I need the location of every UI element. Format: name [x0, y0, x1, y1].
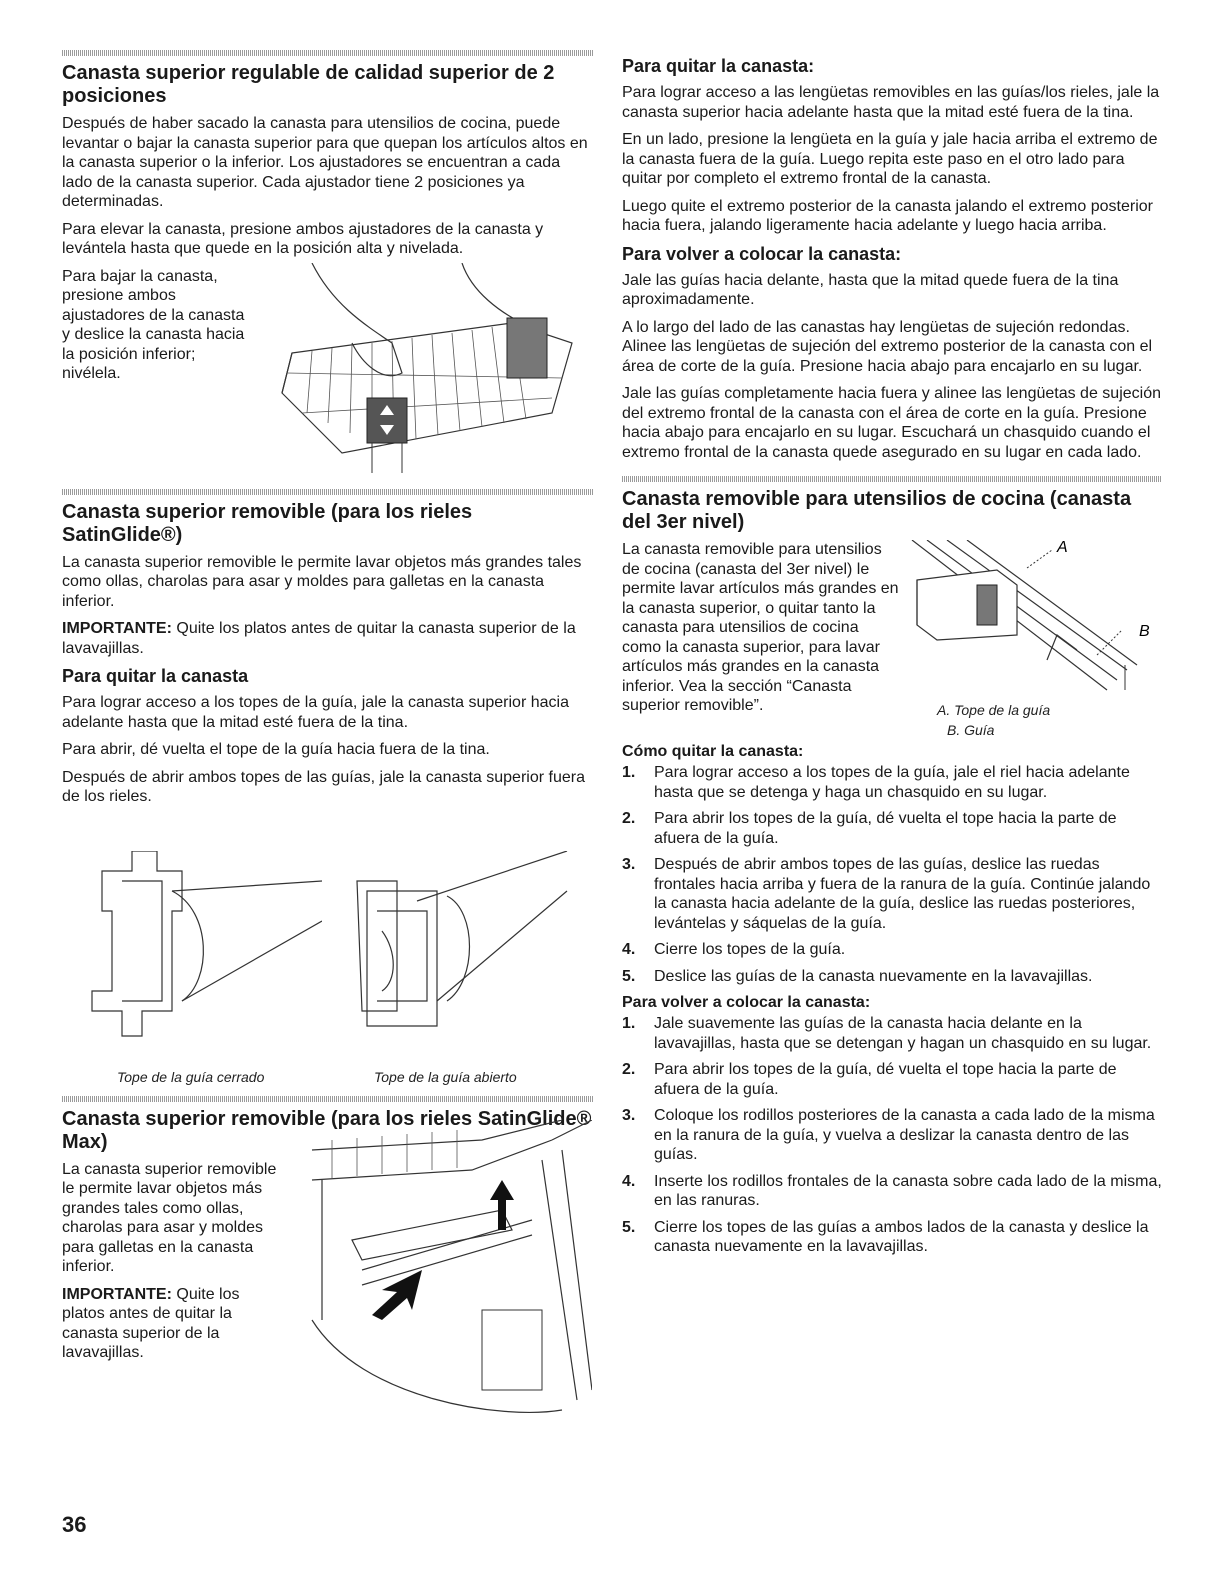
rail-stop-open-illustration	[337, 851, 577, 1051]
figure-caption: B. Guía	[947, 722, 995, 738]
third-rack-block	[622, 540, 1162, 742]
figure-caption: Tope de la guía abierto	[374, 1068, 517, 1085]
list-item: 3. Después de abrir ambos topes de las guías, deslice las ruedas frontales hacia arriba y fuera de la ranura de la guía. Continúe jalando la canasta hacia adelante de la guía, deslice las ruedas posteriores, levántelas y sáquelas de la guía.	[622, 856, 1151, 932]
subsection-title-how-to-remove: Cómo quitar la canasta:	[622, 743, 804, 760]
paragraph: Para elevar la canasta, presione ambos ajustadores de la canasta y levántela hasta que quede en la posición alta y nivelada.	[62, 220, 544, 257]
callout-label-b: B	[1139, 623, 1150, 640]
replace-steps-list	[622, 1014, 1162, 1257]
section-title-adjustable-rack: Canasta superior regulable de calidad superior de 2 posiciones	[62, 62, 555, 107]
paragraph: A lo largo del lado de las canastas hay lengüetas de sujeción redondas. Alinee las lengüetas de sujeción del extremo posterior de la canasta con el área de corte de la guía. Presione hacia abajo para encajarlo en su lugar.	[622, 318, 1153, 375]
list-item: 4. Inserte los rodillos frontales de la canasta sobre cada lado de la misma, en las ranuras.	[622, 1172, 1162, 1209]
lower-rack-block	[62, 267, 593, 479]
important-note	[62, 619, 593, 658]
paragraph: Después de haber sacado la canasta para utensilios de cocina, puede levantar o bajar la canasta superior para que quepan los artículos altos en la canasta superior o la inferior. Los ajustadores se encuentran a cada lado de la canasta superior. Cada ajustador tiene 2 posiciones ya determinadas.	[62, 115, 588, 210]
list-item: 3. Coloque los rodillos posteriores de la canasta a cada lado de la misma en la ranura de la guía, y vuelva a deslizar la canasta dentro de las guías.	[622, 1107, 1155, 1163]
paragraph: Para bajar la canasta, presione ambos ajustadores de la canasta y deslice la canasta hacia la posición inferior; nivélela.	[62, 267, 245, 382]
paragraph: Para lograr acceso a las lengüetas removibles en las guías/los rieles, jale la canasta superior hacia adelante hasta que la mitad esté fuera de la tina.	[622, 84, 1160, 121]
subsection-title-remove: Para quitar la canasta:	[622, 56, 815, 76]
subsection-title-remove: Para quitar la canasta	[62, 666, 249, 686]
important-label: IMPORTANTE:	[62, 620, 172, 637]
paragraph: En un lado, presione la lengüeta en la guía y jale hacia arriba el extremo de la canasta fuera de la guía. Luego repita este paso en el otro lado para quitar por completo el extremo frontal de la canasta.	[622, 131, 1158, 187]
figure-caption: A. Tope de la guía	[937, 702, 1051, 718]
list-item: 1. Jale suavemente las guías de la canasta hacia delante en la lavavajillas, hasta que se detengan y hagan un chasquido en su lugar.	[622, 1015, 1152, 1052]
rail-stop-closed-illustration	[82, 851, 322, 1051]
important-label: IMPORTANTE:	[62, 1285, 172, 1303]
section-title-satinglide: Canasta superior removible (para los rieles SatinGlide®)	[62, 500, 473, 546]
paragraph: La canasta removible para utensilios de cocina (canasta del 3er nivel) le permite lavar artículos más grandes en la canasta superior, o quitar tanto la canasta para utensilios de cocina como la canasta superior, para lavar artículos más grandes en la canasta inferior. Vea la sección “Canasta superior removible”.	[622, 541, 899, 714]
paragraph: La canasta superior removible le permite lavar objetos más grandes tales como ollas, charolas para asar y moldes para galletas en la canasta inferior.	[62, 1160, 277, 1275]
section-title-third-rack: Canasta removible para utensilios de cocina (canasta del 3er nivel)	[622, 488, 1132, 533]
section-divider	[62, 1096, 593, 1102]
paragraph: Para abrir, dé vuelta el tope de la guía hacia fuera de la tina.	[62, 741, 490, 758]
list-item: 5. Deslice las guías de la canasta nuevamente en la lavavajillas.	[622, 967, 1093, 985]
subsection-title-how-to-replace: Para volver a colocar la canasta:	[622, 994, 871, 1011]
list-item: 5. Cierre los topes de las guías a ambos lados de la canasta y deslice la canasta nuevamente en la lavavajillas.	[622, 1218, 1149, 1255]
list-item: 1. Para lograr acceso a los topes de la guía, jale el riel hacia adelante hasta que se detenga y haga un chasquido en su lugar.	[622, 764, 1130, 801]
figure-caption: Tope de la guía cerrado	[117, 1068, 265, 1085]
paragraph: Después de abrir ambos topes de las guías, jale la canasta superior fuera de los rieles.	[62, 768, 585, 805]
paragraph: Jale las guías hacia delante, hasta que la mitad quede fuera de la tina aproximadamente.	[622, 271, 1119, 308]
page-number: 36	[62, 1512, 87, 1537]
list-item: 2. Para abrir los topes de la guía, dé vuelta el tope hacia la parte de afuera de la guía.	[622, 810, 1117, 847]
section-divider	[62, 489, 593, 495]
important-note	[62, 1285, 277, 1363]
paragraph: La canasta superior removible le permite lavar objetos más grandes tales como ollas, charolas para asar y moldes para galletas en la canasta inferior.	[62, 553, 582, 610]
list-item: 4. Cierre los topes de la guía.	[622, 941, 846, 958]
important-text: Quite los platos antes de quitar la canasta superior de la lavavajillas.	[62, 1285, 240, 1361]
callout-label-a: A	[1057, 540, 1068, 556]
section-title-satinglide-max: Canasta superior removible (para los rieles SatinGlide® Max)	[62, 1107, 592, 1153]
paragraph: Luego quite el extremo posterior de la canasta jalando el extremo posterior hacia fuera, jalando ligeramente hacia adelante y luego hacia arriba.	[622, 197, 1153, 234]
rack-adjuster-illustration	[252, 263, 592, 473]
third-rack-rail-illustration	[907, 540, 1157, 700]
section-divider	[622, 476, 1162, 482]
subsection-title-replace: Para volver a colocar la canasta:	[622, 243, 902, 264]
remove-steps-list	[622, 763, 1162, 986]
rail-stop-figures	[62, 821, 593, 1086]
left-column	[62, 50, 593, 1400]
satinglide-max-block	[62, 1160, 593, 1400]
important-text: Quite los platos antes de quitar la canasta superior de la lavavajillas.	[62, 620, 576, 657]
paragraph: Jale las guías completamente hacia fuera y alinee las lengüetas de sujeción del extremo frontal de la canasta con el área de corte en la guía. Presione hacia abajo para encajarlo en su lugar. Escuchará un chasquido cuando el extremo frontal de la canasta quede asegurado en su lugar en cada lado.	[622, 385, 1161, 461]
section-divider	[62, 50, 593, 56]
list-item: 2. Para abrir los topes de la guía, dé vuelta el tope hacia la parte de afuera de la guía.	[622, 1061, 1117, 1098]
right-column	[622, 56, 1162, 1264]
satinglide-max-illustration	[302, 1120, 592, 1420]
paragraph: Para lograr acceso a los topes de la guía, jale la canasta superior hacia adelante hasta que la mitad esté fuera de la tina.	[62, 694, 569, 731]
